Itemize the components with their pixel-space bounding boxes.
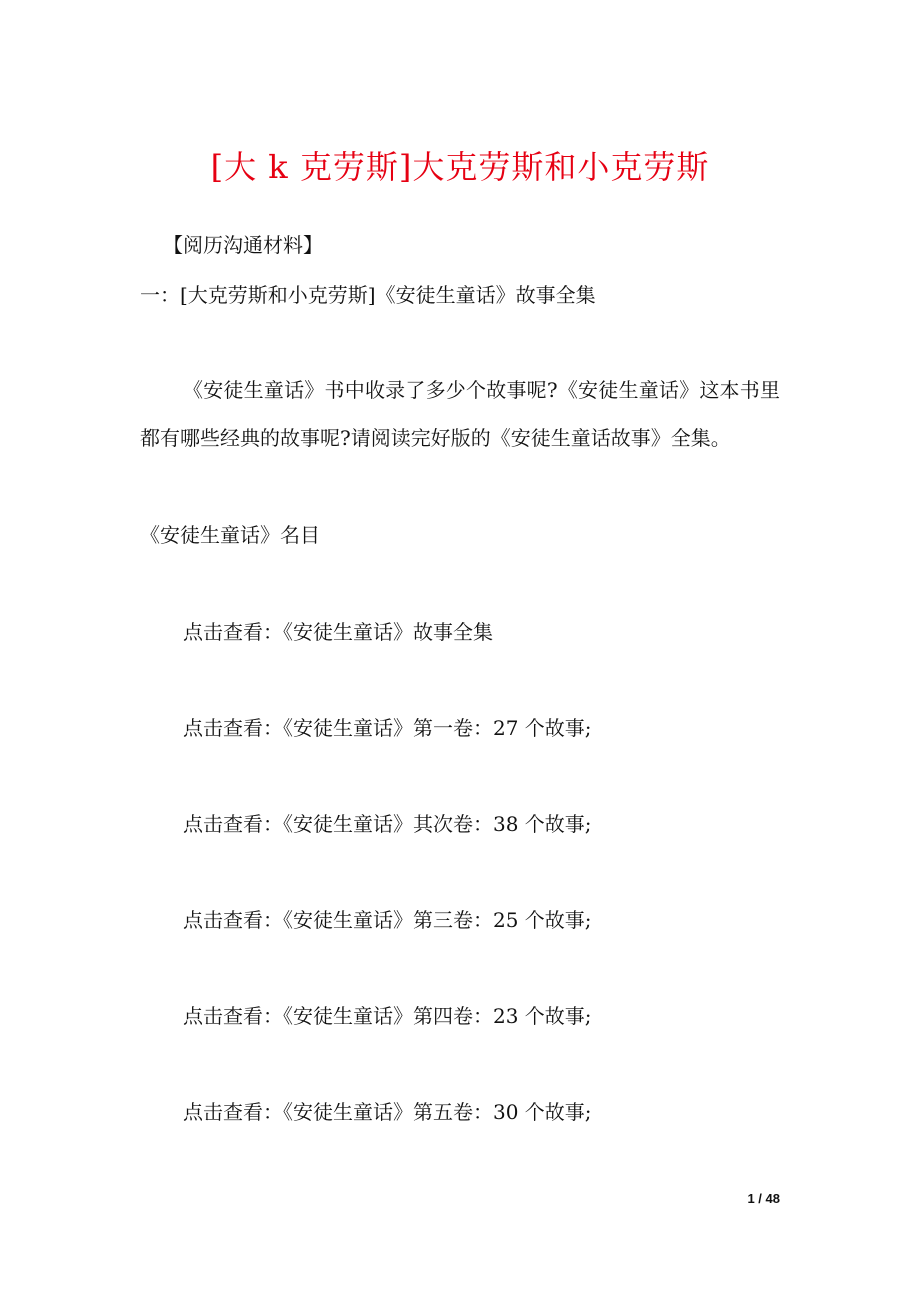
- material-label: 【阅历沟通材料】: [163, 233, 323, 257]
- link-volume-4[interactable]: 点击查看：《安徒生童话》第四卷：23 个故事;: [183, 1004, 592, 1028]
- page-number: 1 / 48: [747, 1191, 780, 1206]
- toc-heading: 《安徒生童话》名目: [140, 523, 320, 547]
- intro-paragraph: 《安徒生童话》书中收录了多少个故事呢?《安徒生童话》这本书里都有哪些经典的故事呢?请阅读完好版的《安徒生童话故事》全集。: [140, 378, 780, 450]
- link-volume-2[interactable]: 点击查看：《安徒生童话》其次卷：38 个故事;: [183, 812, 592, 836]
- section-heading: 一：[大克劳斯和小克劳斯]《安徒生童话》故事全集: [140, 283, 596, 307]
- link-full-collection[interactable]: 点击查看：《安徒生童话》故事全集: [183, 620, 493, 644]
- link-volume-5[interactable]: 点击查看：《安徒生童话》第五卷：30 个故事;: [183, 1100, 592, 1124]
- link-volume-1[interactable]: 点击查看：《安徒生童话》第一卷：27 个故事;: [183, 716, 592, 740]
- link-volume-3[interactable]: 点击查看：《安徒生童话》第三卷：25 个故事;: [183, 908, 592, 932]
- document-title: [大 k 克劳斯]大克劳斯和小克劳斯: [210, 148, 710, 186]
